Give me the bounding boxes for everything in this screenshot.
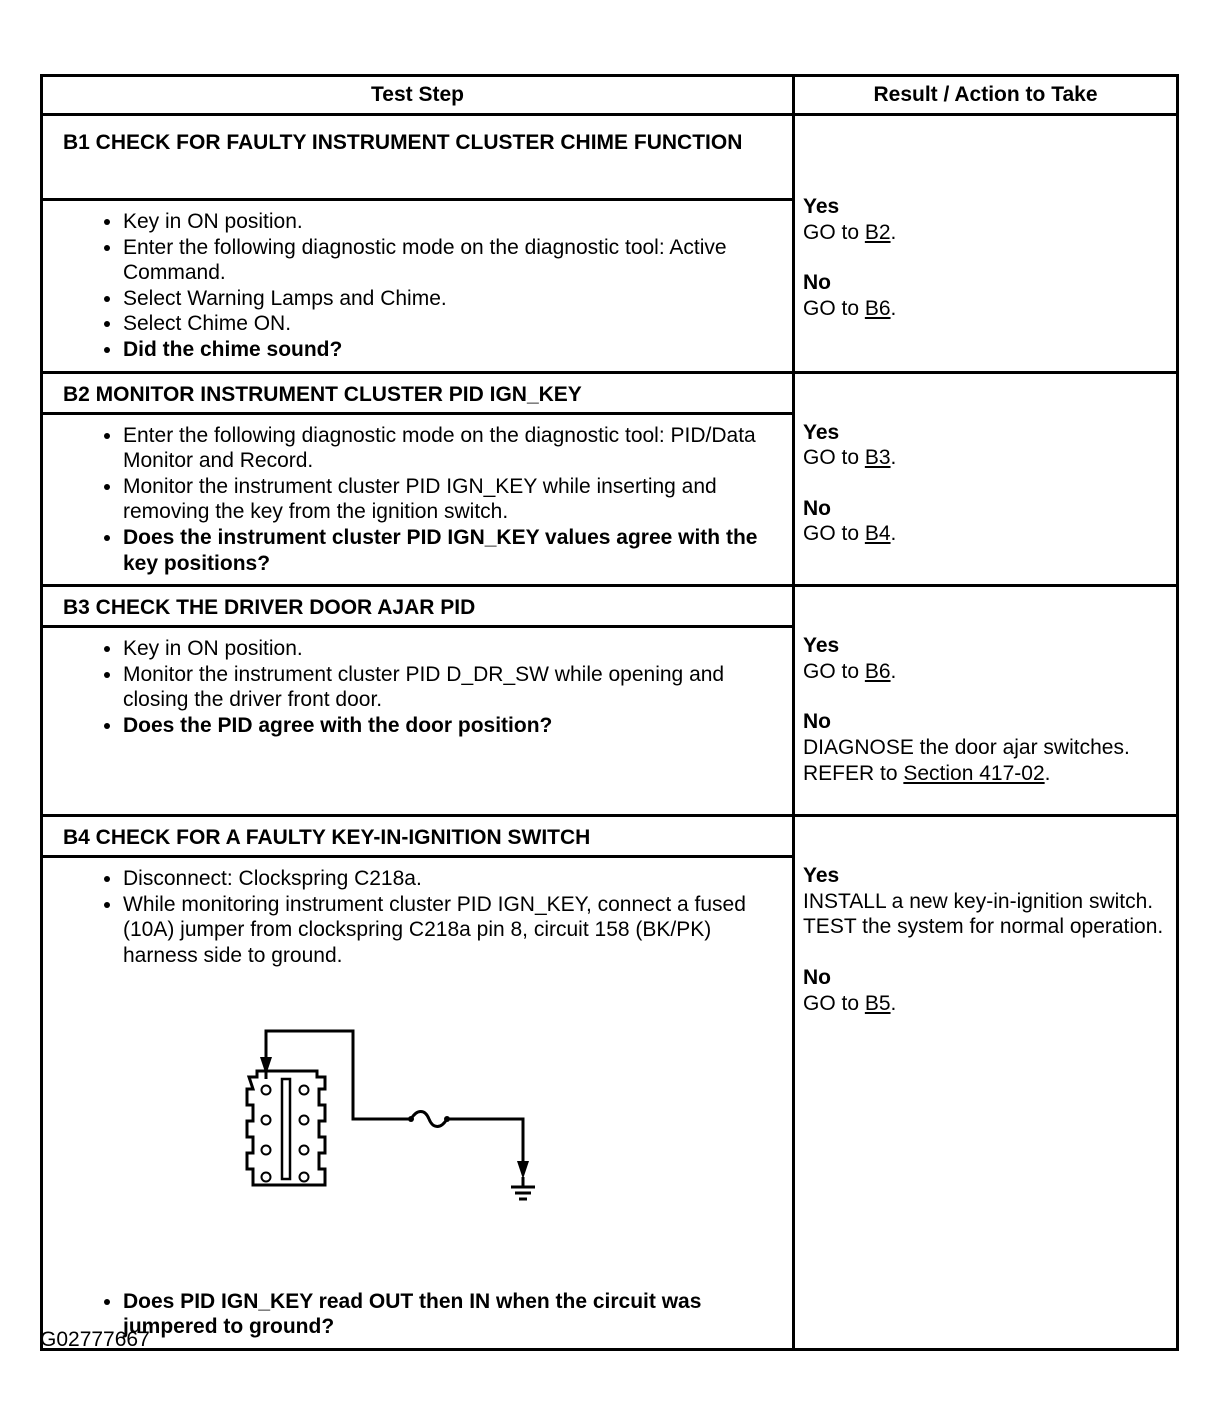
step-b4-no-label: No [802,965,831,989]
diagnostic-table [40,74,1179,1351]
step-b4-no-text: GO to [802,991,860,1015]
step-b1-title-row [42,115,1178,200]
table-header-row [42,76,1178,115]
step-b2-title: B2 MONITOR INSTRUMENT CLUSTER PID IGN_KEY [42,372,794,413]
list-item: • Does PID IGN_KEY read OUT then IN when the circuit was jumpered to ground? [123,1289,786,1340]
step-b4-yes-label: Yes [802,864,840,888]
list-item: • Monitor the instrument cluster PID D_DR_SW while opening and closing the driver front door. [123,662,786,713]
list-item: • Key in ON position. [123,636,786,662]
list-item: • Enter the following diagnostic mode on the diagnostic tool: Active Command. [123,235,786,286]
list-item: • Disconnect: Clockspring C218a. [123,866,786,892]
step-b3-no-link[interactable]: Section 417-02 [903,761,1045,785]
list-item: • Select Warning Lamps and Chime. [123,286,786,312]
step-b1-yes-link[interactable]: B2 [864,220,891,244]
step-b4-bullets [43,858,792,976]
list-item: • Enter the following diagnostic mode on the diagnostic tool: PID/Data Monitor and Record. [123,423,786,474]
step-b4-title: B4 CHECK FOR A FAULTY KEY-IN-IGNITION SWITCH [42,816,794,857]
step-b2-bullets [43,415,792,585]
step-b3-title-row [42,586,1178,627]
step-b3-title: B3 CHECK THE DRIVER DOOR AJAR PID [42,586,794,627]
list-item: • Monitor the instrument cluster PID IGN_KEY while inserting and removing the key from the ignition switch. [123,474,786,525]
step-b2-no-link[interactable]: B4 [864,522,891,546]
step-b1-no-text: GO to [802,296,860,320]
step-b3-result: Yes GO to B6. No DIAGNOSE the door ajar switches. REFER to Section 417-02. [793,586,1177,816]
list-item: • While monitoring instrument cluster PID IGN_KEY, connect a fused (10A) jumper from clockspring C218a pin 8, circuit 158 (BK/PK) harness side to ground. [123,892,786,969]
fuse-icon [411,1111,447,1126]
list-item: • Does the PID agree with the door position? [123,713,786,739]
step-b3-body [42,627,794,816]
step-b1-result: Yes GO to B2. No GO to B6. [793,115,1177,373]
figure-id: G02777667 [40,1328,150,1351]
step-b2-yes-link[interactable]: B3 [864,446,891,470]
step-b3-yes-link[interactable]: B6 [864,659,891,683]
step-b4-yes-text: INSTALL a new key-in-ignition switch. TEST the system for normal operation. [802,889,1164,939]
ground-icon [511,1177,535,1199]
step-b3-no-label: No [802,710,831,734]
step-b4-final-question [43,1289,792,1348]
jumper-wiring-diagram [213,1027,593,1217]
step-b1-yes-label: Yes [802,195,840,218]
step-b3-yes-label: Yes [802,634,840,658]
step-b3-bullets [43,628,792,746]
step-b3-yes-text: GO to [802,659,860,683]
step-b2-body [42,413,794,586]
step-b4-result: Yes INSTALL a new key-in-ignition switch. TEST the system for normal operation. No GO to B5. [793,816,1177,1350]
step-b1-title: B1 CHECK FOR FAULTY INSTRUMENT CLUSTER CHIME FUNCTION [42,115,794,200]
step-b2-no-text: GO to [802,522,860,546]
step-b4-body [42,857,794,1350]
list-item: • Did the chime sound? [123,337,786,363]
step-b1-body [42,200,794,373]
step-b2-yes-text: GO to [802,446,860,470]
step-b1-no-label: No [802,271,831,295]
step-b3-no-text: DIAGNOSE the door ajar switches. REFER to [802,735,1130,785]
step-b1-bullets [43,201,792,371]
header-result: Result / Action to Take [793,76,1177,115]
step-b2-yes-label: Yes [802,420,840,444]
list-item: • Key in ON position. [123,209,786,235]
list-item: • Does the instrument cluster PID IGN_KEY values agree with the key positions? [123,525,786,576]
step-b1-no-link[interactable]: B6 [864,296,891,320]
list-item: • Select Chime ON. [123,311,786,337]
step-b4-no-link[interactable]: B5 [864,991,891,1015]
step-b2-title-row [42,372,1178,413]
step-b1-yes-text: GO to [802,220,860,244]
step-b2-result: Yes GO to B3. No GO to B4. [793,372,1177,586]
step-b2-no-label: No [802,496,831,520]
step-b4-title-row [42,816,1178,857]
header-test-step: Test Step [42,76,794,115]
